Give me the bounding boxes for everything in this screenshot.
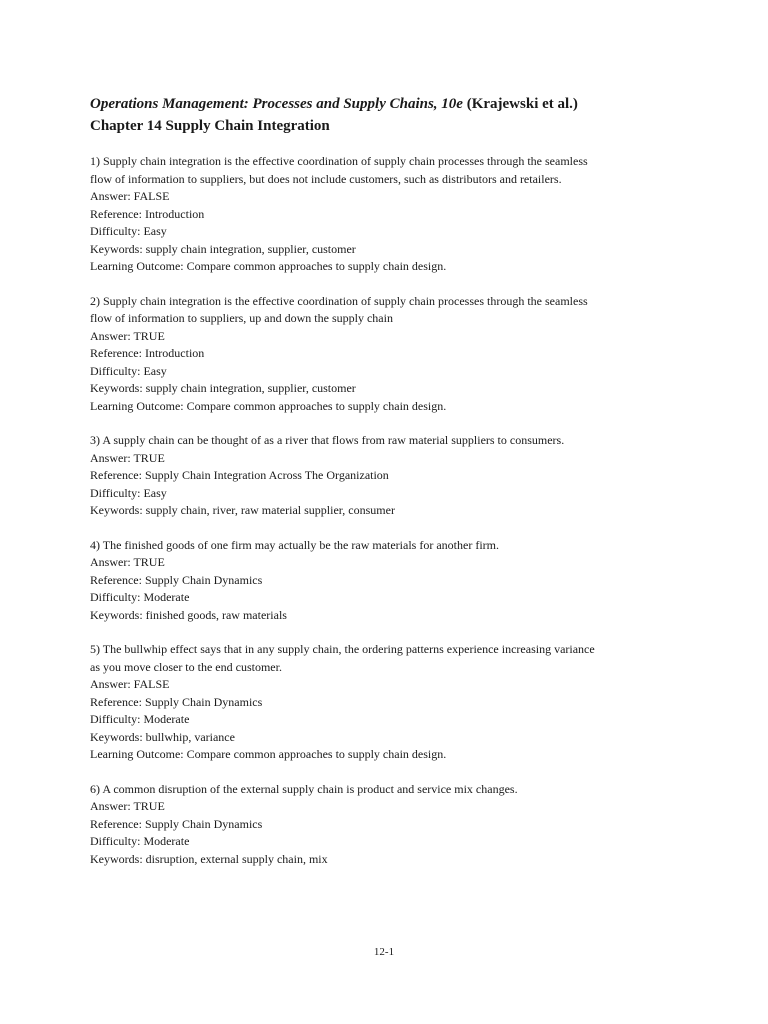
question-2 — [90, 293, 690, 416]
difficulty-line: Difficulty: Moderate — [90, 834, 190, 848]
question-list — [90, 153, 690, 868]
learning-outcome-line: Learning Outcome: Compare common approaches to supply chain design. — [90, 398, 447, 413]
answer-line: Answer: TRUE — [90, 450, 165, 465]
answer-line: Answer: TRUE — [90, 555, 165, 569]
difficulty-line: Difficulty: Moderate — [90, 590, 190, 604]
reference-line: Reference: Introduction — [90, 346, 205, 360]
answer-line: Answer: TRUE — [90, 799, 165, 813]
page-number: 12-1 — [373, 946, 395, 958]
difficulty-line: Difficulty: Easy — [90, 363, 167, 378]
keywords-line: Keywords: disruption, external supply chain, mix — [90, 851, 328, 866]
keywords-line: Keywords: bullwhip, variance — [90, 729, 235, 744]
keywords-line: Keywords: supply chain integration, supplier, customer — [90, 241, 356, 256]
answer-line: Answer: FALSE — [90, 677, 170, 691]
difficulty-line: Difficulty: Easy — [90, 224, 167, 238]
answer-line: Answer: TRUE — [90, 328, 165, 343]
book-authors: (Krajewski et al.) — [462, 96, 578, 112]
question-stem: 1) Supply chain integration is the effective coordination of supply chain processes through the seamless — [90, 154, 588, 168]
difficulty-line: Difficulty: Easy — [90, 485, 167, 500]
question-5 — [90, 641, 690, 764]
keywords-line: Keywords: supply chain, river, raw material supplier, consumer — [90, 503, 395, 517]
question-stem: 2) Supply chain integration is the effective coordination of supply chain processes through the seamless — [90, 293, 588, 308]
question-stem: flow of information to suppliers, but does not include customers, such as distributors and retailers. — [90, 171, 562, 186]
question-stem: 5) The bullwhip effect says that in any supply chain, the ordering patterns experience increasing variance — [90, 642, 595, 656]
reference-line: Reference: Supply Chain Integration Across The Organization — [90, 468, 389, 482]
question-stem: as you move closer to the end customer. — [90, 659, 282, 674]
answer-line: Answer: FALSE — [90, 189, 170, 203]
learning-outcome-line: Learning Outcome: Compare common approaches to supply chain design. — [90, 259, 447, 273]
keywords-line: Keywords: finished goods, raw materials — [90, 607, 287, 622]
reference-line: Reference: Introduction — [90, 206, 205, 221]
question-stem: 6) A common disruption of the external supply chain is product and service mix changes. — [90, 781, 518, 796]
document-page — [90, 94, 690, 885]
question-stem: flow of information to suppliers, up and down the supply chain — [90, 311, 393, 325]
question-4 — [90, 537, 690, 625]
question-6 — [90, 781, 690, 869]
question-1 — [90, 153, 690, 276]
reference-line: Reference: Supply Chain Dynamics — [90, 694, 263, 709]
learning-outcome-line: Learning Outcome: Compare common approaches to supply chain design. — [90, 747, 447, 761]
question-3 — [90, 432, 690, 520]
question-stem: 4) The finished goods of one firm may actually be the raw materials for another firm. — [90, 537, 499, 552]
keywords-line: Keywords: supply chain integration, supplier, customer — [90, 381, 356, 395]
reference-line: Reference: Supply Chain Dynamics — [90, 816, 263, 831]
question-stem: 3) A supply chain can be thought of as a river that flows from raw material suppliers to consumers. — [90, 433, 565, 447]
document-title — [90, 94, 690, 114]
chapter-heading: Chapter 14 Supply Chain Integration — [90, 118, 330, 134]
difficulty-line: Difficulty: Moderate — [90, 712, 190, 726]
reference-line: Reference: Supply Chain Dynamics — [90, 572, 263, 587]
book-title: Operations Management: Processes and Supply Chains, 10e — [90, 96, 463, 112]
